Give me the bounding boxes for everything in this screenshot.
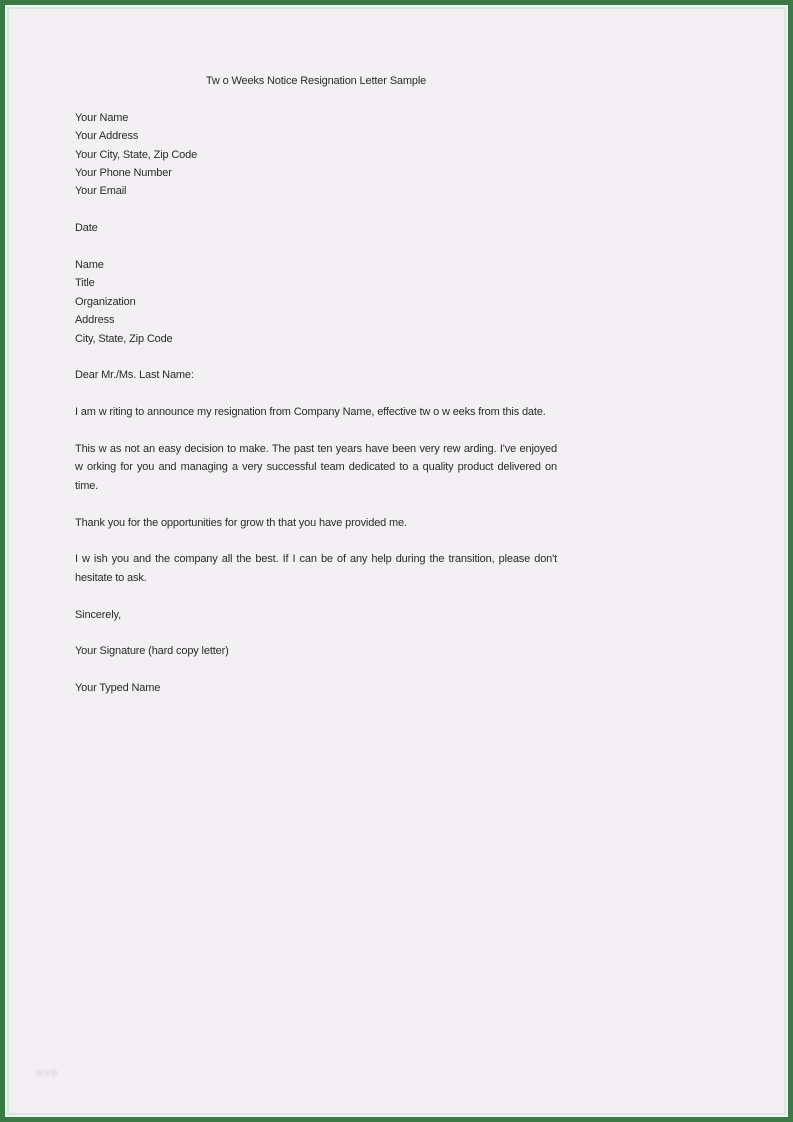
sender-block [75,109,557,201]
sender-address: Your Address [75,130,139,143]
paragraph-3-line-1: Thank you for the opportunities for grow th that you have provided me. [75,516,407,529]
paragraph-1 [75,403,557,421]
paragraph-2-line-3: time. [75,479,99,492]
date-line: Date [75,222,98,235]
typed-name-line: Your Typed Name [75,682,161,695]
paragraph-4-line-1: I w ish you and the company all the best. If I can be of any help during the transition, please don't [75,553,557,566]
letter-body [75,72,557,698]
paragraph-4-line-2: hesitate to ask. [75,571,147,584]
recipient-title: Title [75,277,95,290]
sender-name: Your Name [75,111,129,124]
sender-city-state-zip: Your City, State, Zip Code [75,148,198,161]
paragraph-3 [75,514,557,532]
recipient-city-state-zip: City, State, Zip Code [75,332,173,345]
paragraph-4 [75,550,557,587]
signature-line: Your Signature (hard copy letter) [75,645,229,658]
closing: Sincerely, [75,608,121,621]
recipient-block [75,256,557,348]
letter-title: Tw o Weeks Notice Resignation Letter Sample [205,75,427,87]
sender-phone: Your Phone Number [75,167,172,180]
recipient-address: Address [75,314,115,327]
watermark-text: web [36,1068,59,1079]
paragraph-2-line-2: w orking for you and managing a very successful team dedicated to a quality product delivered on [75,461,557,474]
paragraph-2-line-1: This w as not an easy decision to make. The past ten years have been very rew arding. I've enjoyed [75,443,557,456]
salutation: Dear Mr./Ms. Last Name: [75,369,194,382]
recipient-organization: Organization [75,295,136,308]
paragraph-2 [75,440,557,495]
recipient-name: Name [75,259,104,272]
sender-email: Your Email [75,185,127,198]
paragraph-1-line-1: I am w riting to announce my resignation from Company Name, effective tw o w eeks from this date. [75,406,546,419]
